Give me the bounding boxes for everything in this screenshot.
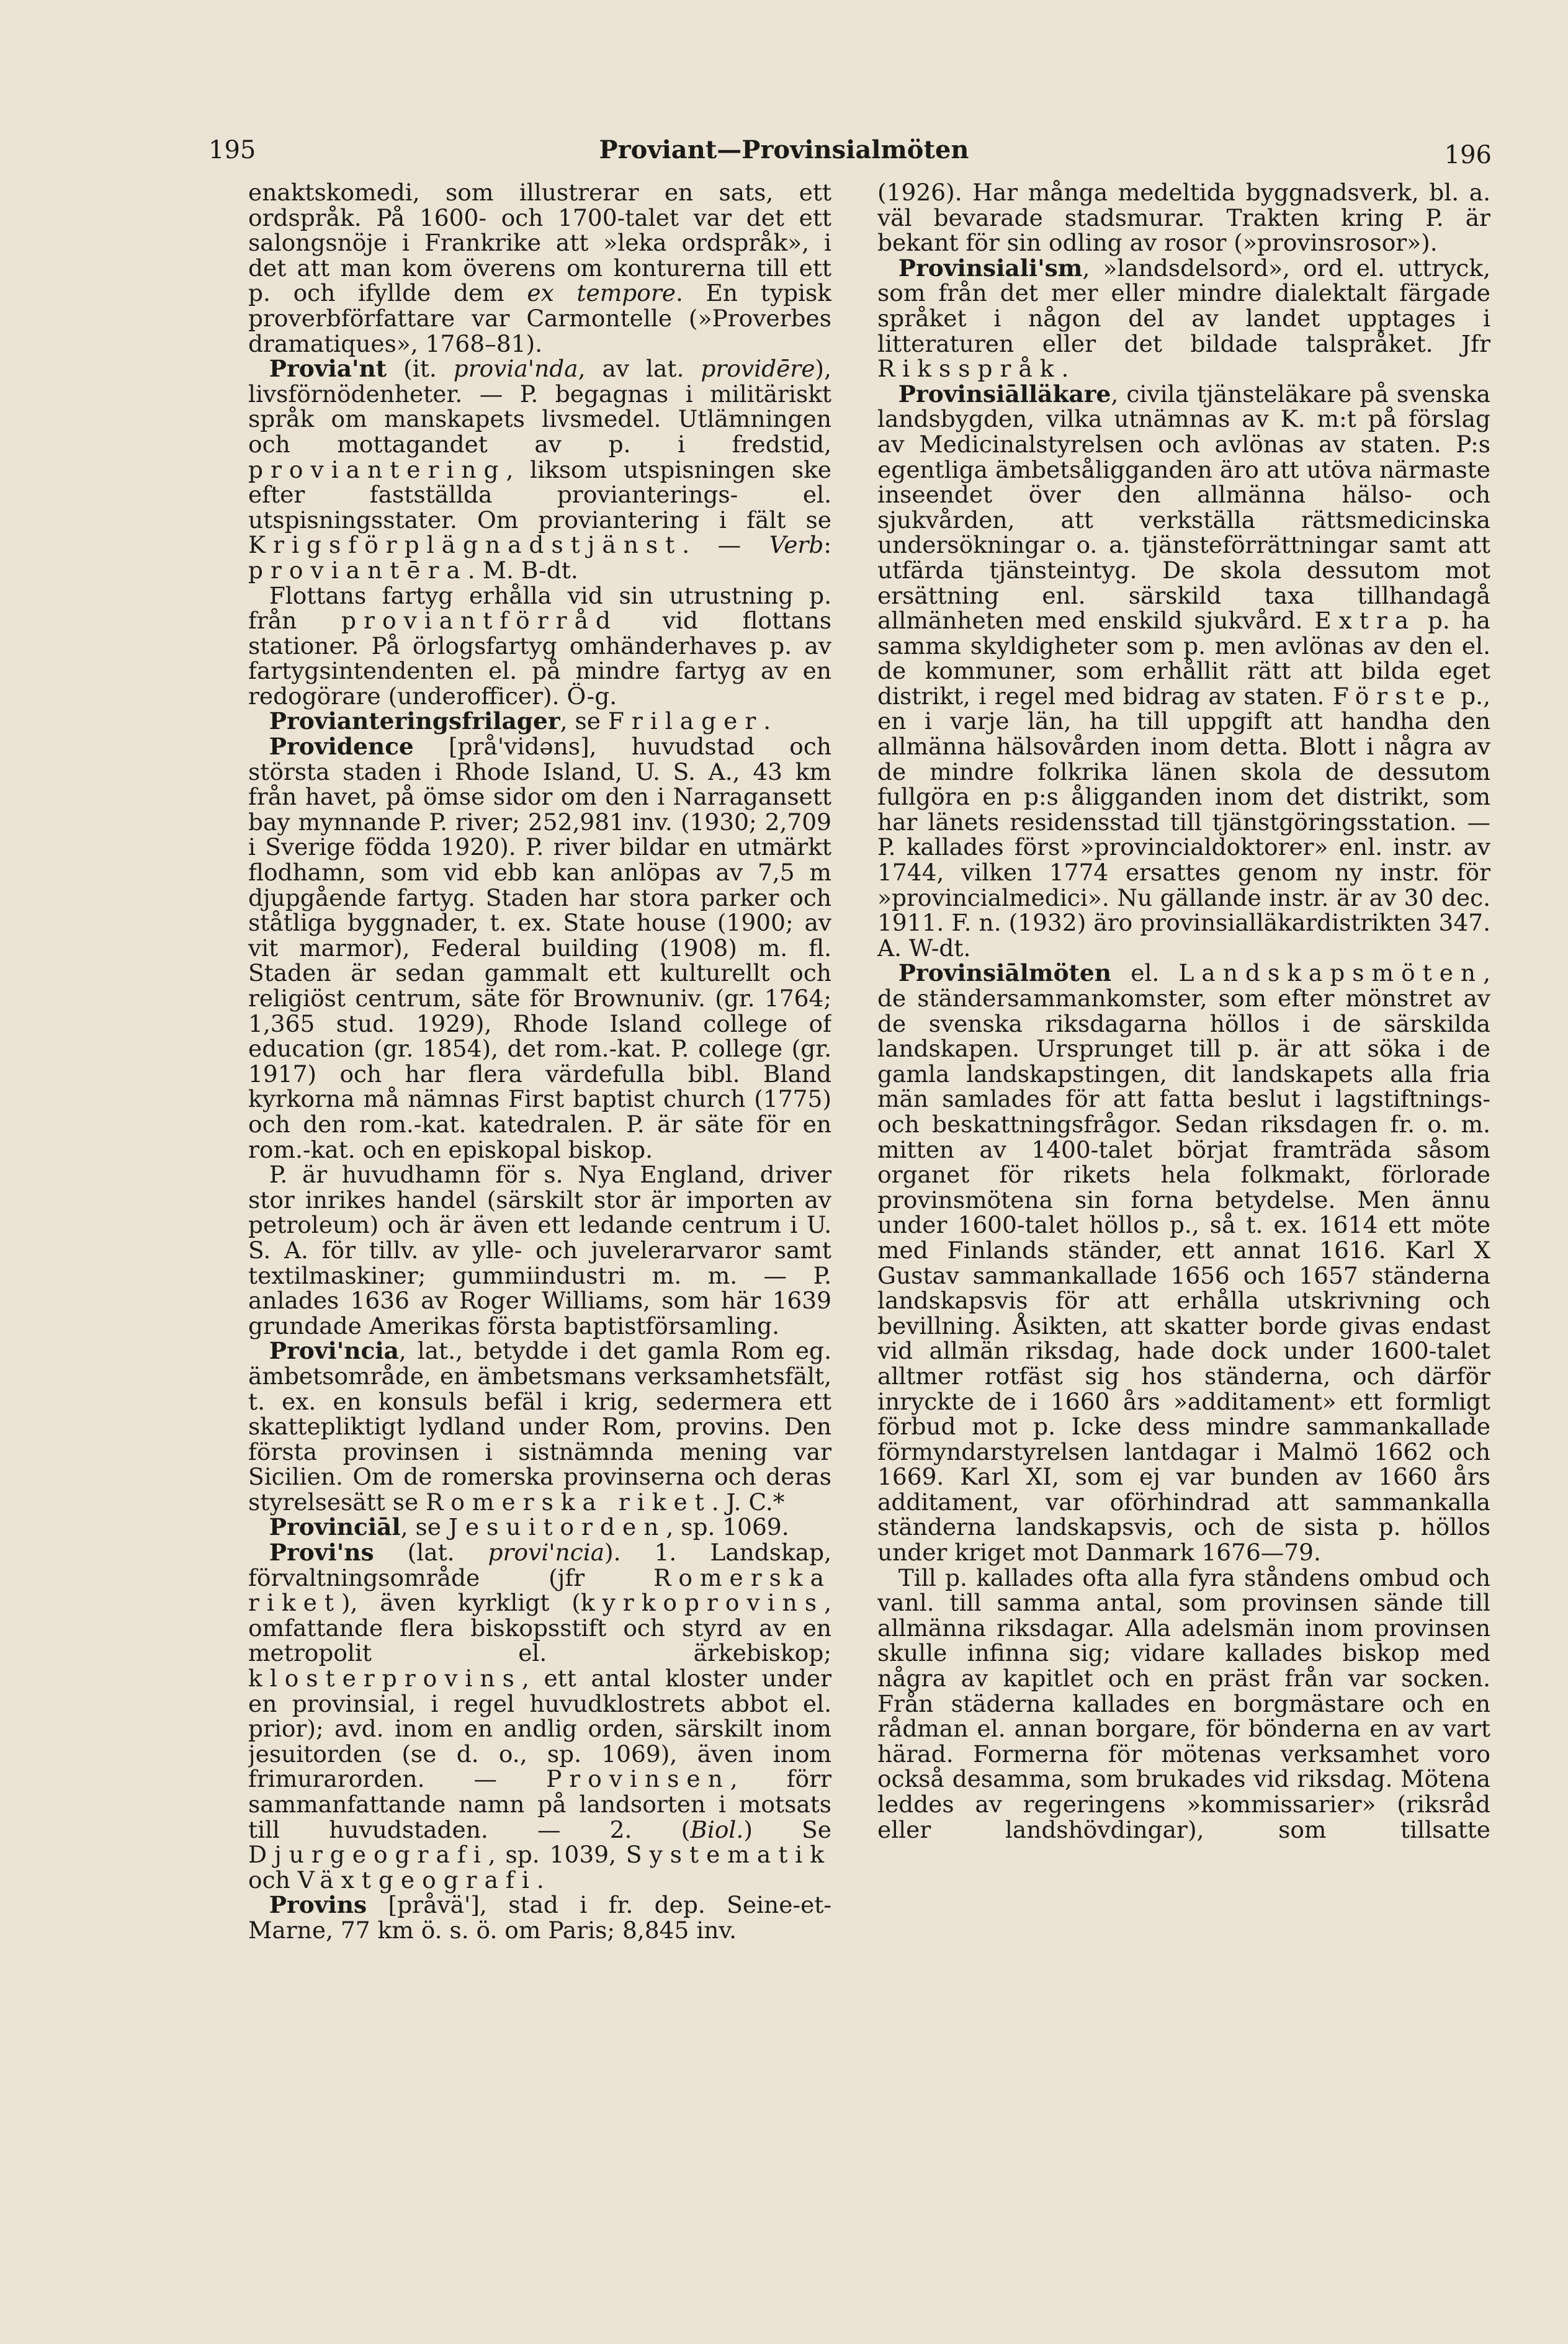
entry-text: . J. C.* <box>711 1488 785 1516</box>
entry-text: (1926). Har många medeltida byggnadsverk, bl. a. väl bevarade stadsmurar. Trakten kring P. är bekant för sin odling av rosor (»provinsrosor»). <box>877 180 1490 257</box>
entry-text: , omfattande flera biskopsstift och styrd av en metropolit el. ärkebiskop; <box>248 1589 831 1667</box>
cross-reference: Växtgeografi <box>297 1866 537 1894</box>
entry-text: , liksom utspisningen ske efter fastställda provianterings- el. utspisningsstater. Om proviantering i fält se <box>248 455 831 534</box>
entry-text: , sp. 1069. <box>666 1513 789 1541</box>
entry-text: , civila tjänsteläkare på svenska landsbygden, vilka utnämnas av K. m:t på förslag av Medicinalstyrelsen och avlönas av staten. P:s egentliga ämbetsåligganden äro att utöva närmaste inseendet över den allmänna hälso- och sjukvården, att verkställa rättsmedicinska undersökningar o. a. tjänsteförrättningar samt att utfärda tjänsteintyg. De skola dessutom mot ersättning enl. särskild taxa tillhandagå allmänheten med enskild sjukvård. <box>877 380 1490 635</box>
entry-provinsialmoten <box>877 960 1490 1565</box>
entry-text: , de ständersammankomster, som efter mönstret av de svenska riksdagarna höllos i de särskilda landskapen. Ursprunget till p. är att söka i de gamla landskapstingen, dit landskapets alla fria män samlades för att fatta beslut i lagstiftnings- och beskattningsfrågor. Sedan riksdagen fr. o. m. mitten av 1400-talet börjat framträda såsom organet för rikets hela folkmakt, förlorade provinsmötena sin forna betydelse. Men ännu under 1600-talet höllos p., så t. ex. 1614 ett möte med Finlands ständer, ett annat 1616. Karl X Gustav sammankallade 1656 och 1657 ständerna landskapsvis för att erhålla utskrivning och bevillning. Åsikten, att skatter borde givas endast vid allmän riksdag, hade dock under 1600-talet alltmer rotfäst sig hos ständerna, och därför inryckte de i 1660 års »additament» ett formligt förbud mot p. Icke dess mindre sammankallade förmyndarstyrelsen lantdagar i Malmö 1662 och 1669. Karl XI, som ej var bunden av 1660 års additament, var oförhindrad att sammankalla ständerna landskapsvis, och de sista p. höllos under kriget mot Danmark 1676—79. <box>877 959 1490 1567</box>
cross-reference: Djurgeografi <box>248 1841 488 1869</box>
page-number-left: 195 <box>208 136 256 164</box>
entry-provins-town <box>248 1892 831 1943</box>
headword: Provia'nt <box>269 355 387 383</box>
entry-text: , se <box>400 1513 449 1541</box>
headword: Provi'ns <box>269 1539 374 1567</box>
headword: Provinsiālmöten <box>898 959 1112 987</box>
entry-providence <box>248 734 831 1162</box>
italic-term: provia'nda <box>453 355 578 383</box>
entry-text: [prå'vidəns], huvudstad och största staden i Rhode Island, U. S. A., 43 km från havet, på ömse sidor om den i Narragansett bay mynnande P. river; 252,981 inv. (1930; 2,709 i Sverige födda 1920). P. river bildar en utmärkt flodhamn, som vid ebb kan anlöpas av 7,5 m djupgående fartyg. Staden har stora parker och ståtliga byggnader, t. ex. State house (1900; av vit marmor), Federal building (1908) m. fl. Staden är sedan gammalt ett kulturellt och religiöst centrum, säte för Brownuniv. (gr. 1764; 1,365 stud. 1929), Rhode Island college of education (gr. 1854), det rom.-kat. P. college (gr. 1917) och har flera värdefulla bibl. Bland kyrkorna må nämnas First baptist church (1775) och den rom.-kat. katedralen. P. är säte för en rom.-kat. och en episkopal biskop. <box>248 733 831 1163</box>
entry-text: enaktskomedi, som illustrerar en sats, ett ordspråk. På 1600- och 1700-talet var det ett salongsnöje i Frankrike att »leka ordspråk», i det att man kom överens om konturerna till ett p. och ifyllde dem <box>248 180 831 307</box>
entry-text: Till p. kallades ofta alla fyra ståndens ombud och vanl. till samma antal, som provinsen sände till allmänna riksdagar. Alla adelsmän inom provinsen skulle infinna sig; vidare kallades biskop med några av kapitlet och en präst från var socken. Från städerna kallades en borgmästare och en rådman el. annan borgare, för bönderna en av vart härad. Formerna för mötenas verksamhet voro också desamma, som brukades vid riksdag. Mötena leddes av regeringens »kommissarier» (riksråd eller landshövdingar), som tillsatte <box>877 1563 1490 1843</box>
entry-text: ) Se <box>743 1815 831 1843</box>
entry-text: , av lat. <box>578 355 701 383</box>
cross-reference: Riksspråk <box>877 355 1062 383</box>
entry-text: [pråvä'], stad i fr. dep. Seine-et-Marne, 77 km ö. s. ö. om Paris; 8,845 inv. <box>248 1891 831 1944</box>
cross-reference: proviantförråd <box>341 607 618 635</box>
italic-term: Biol. <box>690 1815 744 1843</box>
entry-provinsiallakare <box>877 382 1490 961</box>
entry-text: . <box>536 1866 544 1894</box>
cross-reference: Extra <box>1314 607 1417 635</box>
entry-provins <box>248 1540 831 1892</box>
column-left <box>248 180 831 2258</box>
entry-text: , ett antal kloster under en provinsial, i regel huvudklostrets abbot el. prior); avd. inom en andlig orden, särskilt inom jesuitorden (se d. o., sp. 1069), även inom frimurarorden. — <box>248 1665 831 1793</box>
headword: Provinciāl <box>269 1513 401 1541</box>
entry-text: (lat. <box>374 1539 488 1567</box>
entry-text: . M. B-dt. <box>467 556 578 584</box>
headword: Provinsiālläkare <box>898 380 1111 408</box>
cross-reference: proviantēra <box>248 556 468 584</box>
cross-reference: Systematik <box>625 1841 831 1869</box>
cross-reference: klosterprovins <box>248 1665 522 1693</box>
entry-text: P. är huvudhamn för s. Nya England, driver stor inrikes handel (särskilt stor är importen av petroleum) och är även ett ledande centrum i U. S. A. för tillv. av ylle- och juvelerarvaror samt textilmaskiner; gummiindustri m. m. — P. anlades 1636 av Roger Williams, som här 1639 grundade Amerikas första baptistförsamling. <box>248 1161 831 1340</box>
entry-proviant-navy <box>248 583 831 709</box>
entry-text: . <box>763 707 771 735</box>
entry-text: , lat., betydde i det gamla Rom eg. ämbetsområde, en ämbetsmans verksamhetsfält, t. ex. en konsuls befäl i krig, sedermera ett skattepliktigt lydland under Rom, provins. Den första provinsen i sistnämnda mening var Sicilien. Om de romerska provinserna och deras styrelsesätt se <box>248 1337 831 1516</box>
cross-reference: Romerska riket <box>248 1563 831 1617</box>
entry-text: , förr sammanfattande namn på landsorten i motsats till huvudstaden. — 2. ( <box>248 1765 831 1843</box>
entry-text: . — <box>682 531 769 559</box>
entry-text: . En typisk proverbförfattare var Carmontelle (»Proverbes dramatiques», 1768–81). <box>248 279 831 357</box>
entry-text: : <box>823 531 831 559</box>
entry-provins-continued <box>877 180 1490 256</box>
page-number-right: 196 <box>1444 141 1492 169</box>
entry-proviant <box>248 356 831 583</box>
entry-text: , se <box>560 707 608 735</box>
cross-reference: Romerska riket <box>426 1488 712 1516</box>
cross-reference: Jesuitorden <box>448 1513 666 1541</box>
cross-reference: proviantering <box>248 455 506 483</box>
entry-text: p., en i varje län, ha till uppgift att handha den allmänna hälsovården inom detta. Blott i några av de mindre folkrika länen skola de dessutom fullgöra en p:s åligganden inom det distrikt, som har länets residensstad till tjänstgöringsstation. — P. kallades först »provincialdoktorer» enl. instr. av 1744, vilken 1774 ersattes genom ny instr. för »provincialmedici». Nu gällande instr. är av 30 dec. 1911. F. n. (1932) äro provinsialläkardistrikten 347. A. W-dt. <box>877 682 1490 962</box>
entry-provinsialism <box>877 256 1490 382</box>
running-head: Proviant—Provinsialmöten <box>599 135 969 164</box>
column-right <box>877 180 1490 2258</box>
cross-reference: Förste <box>1332 682 1453 710</box>
italic-term: provi'ncia <box>488 1539 605 1567</box>
entry-provianteringsfrilager <box>248 709 831 734</box>
entry-text: , »landsdelsord», ord el. uttryck, som från det mer eller mindre dialektalt färgade språket i någon del av landet upptages i litteraturen eller det bildade talspråket. Jfr <box>877 254 1490 357</box>
italic-term: Verb <box>769 531 824 559</box>
entry-text: (it. <box>387 355 454 383</box>
cross-reference: Krigsförplägnadstjänst <box>248 531 683 559</box>
entry-text: , sp. 1039, <box>488 1841 626 1869</box>
italic-term: ex tempore <box>527 279 676 307</box>
cross-reference: Landskapsmöten <box>1178 959 1484 987</box>
entry-text: Flottans fartyg erhålla vid sin utrustning p. från <box>248 581 831 635</box>
headword: Provianteringsfrilager <box>269 707 560 735</box>
entry-provinsialmoten-continued <box>877 1565 1490 1843</box>
entry-text: ), även kyrkligt ( <box>341 1589 581 1617</box>
headword: Provinsiali'sm <box>898 254 1083 282</box>
entry-proverbe-continued <box>248 180 831 356</box>
entry-text: och <box>248 1866 298 1894</box>
entry-text: ). 1. Landskap, förvaltningsområde (jfr <box>248 1539 831 1591</box>
entry-provincial <box>248 1514 831 1540</box>
entry-text: p. ha samma skyldigheter som p. men avlönas av den el. de kommuner, som erhållit rätt att bilda eget distrikt, i regel med bidrag av staten. <box>877 607 1490 710</box>
cross-reference: Frilager <box>607 707 764 735</box>
entry-text: el. <box>1111 959 1179 987</box>
entry-provincia <box>248 1338 831 1514</box>
entry-text: ), livsförnödenheter. — P. begagnas i militäriskt språk om manskapets livsmedel. Utlämningen och mottagandet av p. i fredstid, <box>248 355 831 458</box>
headword: Providence <box>269 733 414 761</box>
cross-reference: Provinsen <box>546 1765 730 1793</box>
cross-reference: kyrkoprovins <box>580 1589 825 1617</box>
entry-text: vid flottans stationer. På örlogsfartyg omhänderhaves p. av fartygsintendenten el. på mindre fartyg av en redogörare (underofficer). Ö-g. <box>248 607 831 710</box>
entry-providence-continued <box>248 1162 831 1338</box>
entry-text: . <box>1061 355 1069 383</box>
italic-term: providēre <box>701 355 815 383</box>
headword: Provi'ncia <box>269 1337 399 1365</box>
headword: Provins <box>269 1891 367 1919</box>
